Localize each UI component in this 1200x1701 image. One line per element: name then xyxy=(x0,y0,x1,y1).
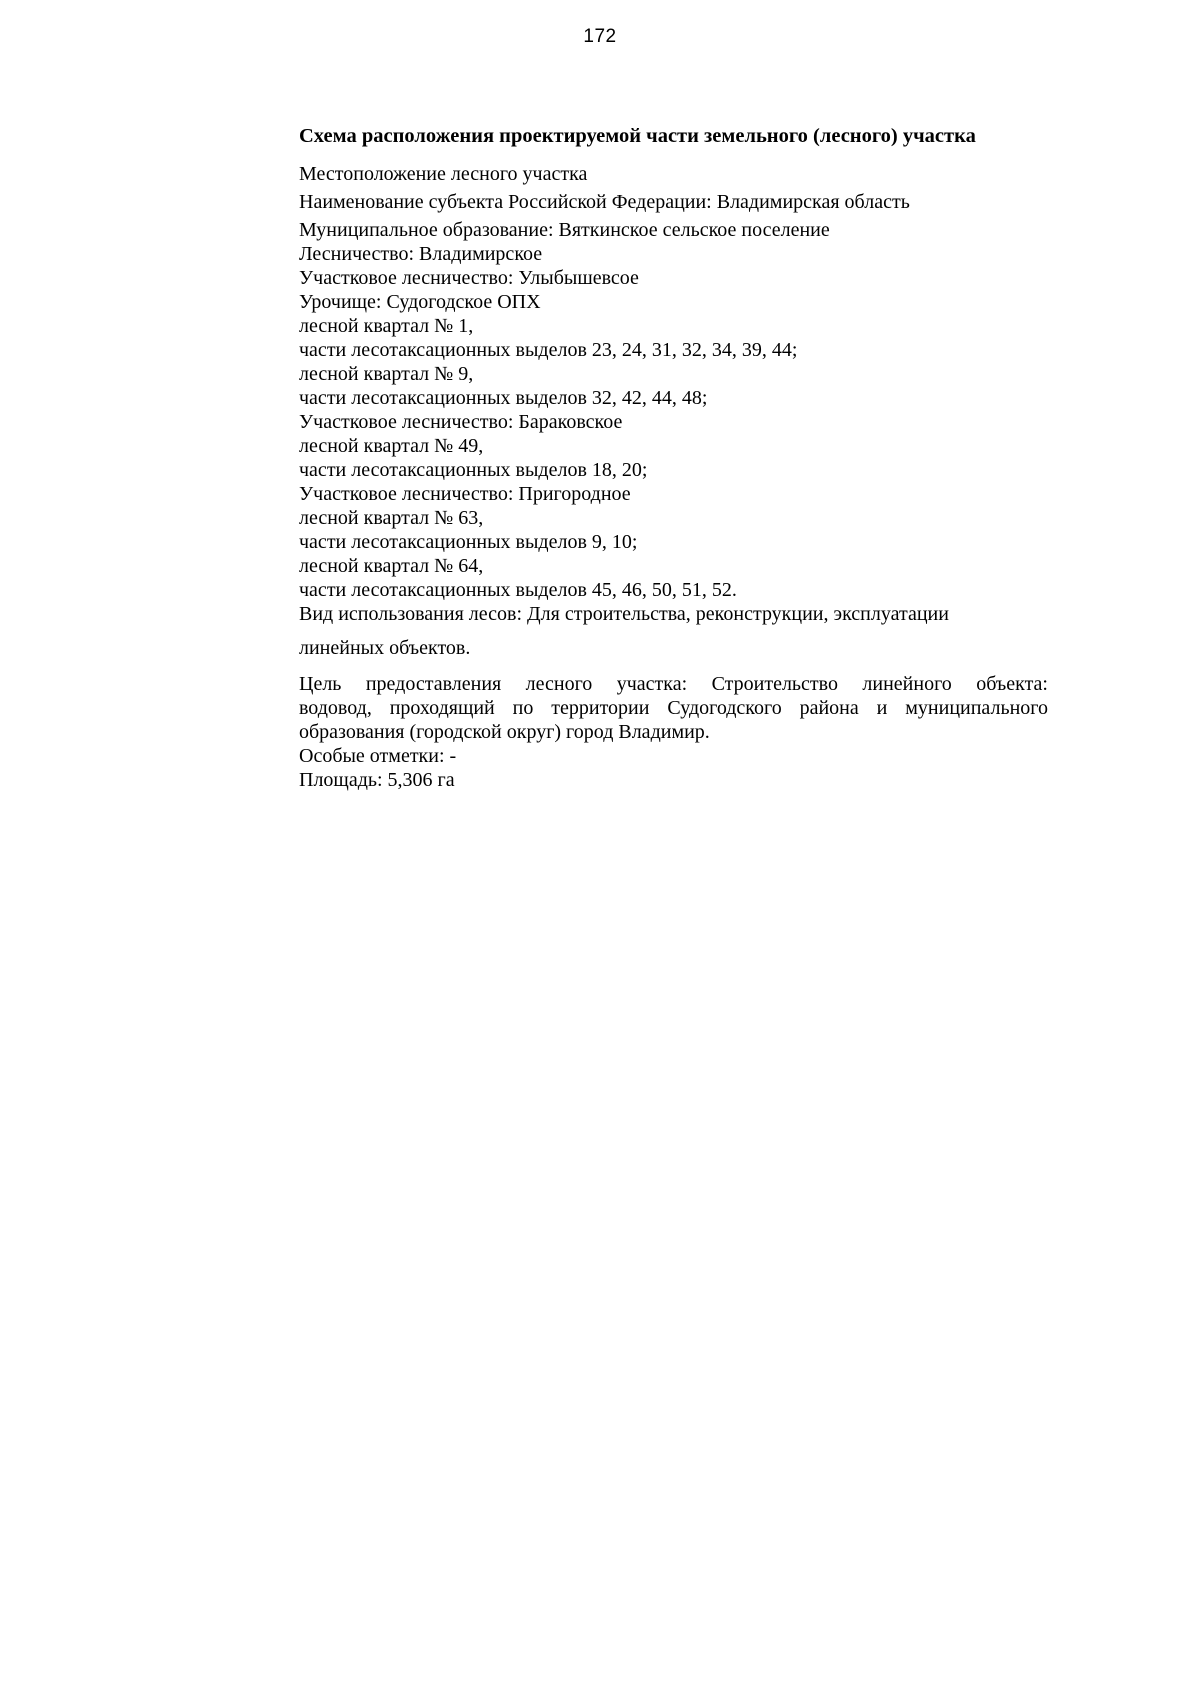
allotments-line: части лесотаксационных выделов 45, 46, 50, 51, 52. xyxy=(299,579,737,601)
page-number: 172 xyxy=(583,26,617,47)
forest-use-line: Вид использования лесов: Для строительства, реконструкции, эксплуатации xyxy=(299,603,949,625)
location-heading: Местоположение лесного участка xyxy=(299,163,588,185)
forestry-line: Лесничество: Владимирское xyxy=(299,243,543,265)
forest-use-continuation: линейных объектов. xyxy=(299,637,471,659)
tract-line: Урочище: Судогодское ОПХ xyxy=(299,291,541,313)
purpose-line-2: водовод, проходящий по территории Судогодского района и муниципального xyxy=(299,697,1048,719)
municipality-line: Муниципальное образование: Вяткинское сельское поселение xyxy=(299,219,830,241)
district-forestry-line: Участковое лесничество: Бараковское xyxy=(299,411,623,433)
allotments-line: части лесотаксационных выделов 18, 20; xyxy=(299,459,648,481)
area-value: Площадь: 5,306 га xyxy=(299,769,455,791)
quarter-line: лесной квартал № 64, xyxy=(299,555,484,577)
quarter-line: лесной квартал № 9, xyxy=(299,363,474,385)
subject-line: Наименование субъекта Российской Федерации: Владимирская область xyxy=(299,191,910,213)
quarter-line: лесной квартал № 63, xyxy=(299,507,484,529)
district-forestry-line: Участковое лесничество: Улыбышевсое xyxy=(299,267,639,289)
allotments-line: части лесотаксационных выделов 9, 10; xyxy=(299,531,638,553)
purpose-paragraph xyxy=(299,672,1048,744)
allotments-line: части лесотаксационных выделов 23, 24, 31, 32, 34, 39, 44; xyxy=(299,339,798,361)
quarter-line: лесной квартал № 49, xyxy=(299,435,484,457)
purpose-line-3: образования (городской округ) город Владимир. xyxy=(299,721,710,743)
quarter-line: лесной квартал № 1, xyxy=(299,315,474,337)
allotments-line: части лесотаксационных выделов 32, 42, 44, 48; xyxy=(299,387,708,409)
document-title: Схема расположения проектируемой части земельного (лесного) участка xyxy=(299,125,976,147)
purpose-line-1: Цель предоставления лесного участка: Строительство линейного объекта: xyxy=(299,673,1048,695)
district-forestry-line: Участковое лесничество: Пригородное xyxy=(299,483,631,505)
special-notes: Особые отметки: - xyxy=(299,745,457,767)
document-body xyxy=(299,124,1048,792)
